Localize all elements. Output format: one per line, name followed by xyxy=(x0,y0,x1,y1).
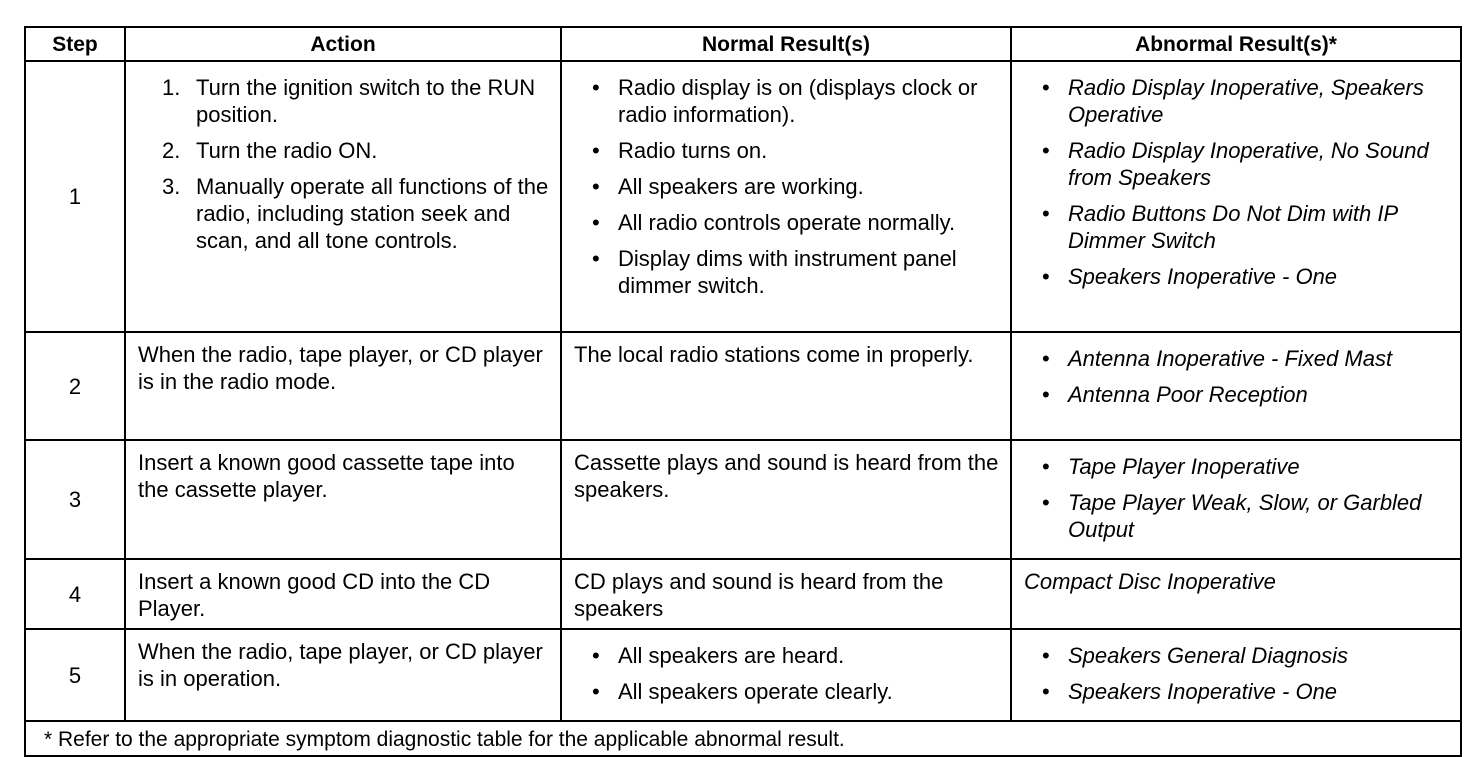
abnormal-results-list xyxy=(1024,74,1450,290)
table-row xyxy=(25,332,1461,440)
action-cell: When the radio, tape player, or CD player is in the radio mode. xyxy=(125,332,561,440)
list-item: • Radio Display Inoperative, No Sound from Speakers xyxy=(1042,138,1429,190)
table-row xyxy=(25,61,1461,332)
abnormal-results-list xyxy=(1024,642,1450,705)
list-item: • All speakers operate clearly. xyxy=(592,679,893,704)
list-item: • Speakers Inoperative - One xyxy=(1042,264,1338,289)
list-item: 3. Manually operate all functions of the radio, including station seek and scan, and all tone controls. xyxy=(162,174,549,253)
footnote-cell xyxy=(25,721,1461,756)
normal-result-cell xyxy=(561,61,1011,332)
list-item: 2. Turn the radio ON. xyxy=(162,138,378,163)
abnormal-result-cell xyxy=(1011,440,1461,559)
action-cell: Insert a known good CD into the CD Player. xyxy=(125,559,561,629)
header-abnormal-results: Abnormal Result(s)* xyxy=(1011,27,1461,61)
action-cell xyxy=(125,61,561,332)
abnormal-results-list xyxy=(1024,453,1450,543)
step-number: 3 xyxy=(25,440,125,559)
action-steps-list xyxy=(138,74,550,254)
normal-result-cell: The local radio stations come in properly. xyxy=(561,332,1011,440)
abnormal-result-cell xyxy=(1011,332,1461,440)
list-item: • All radio controls operate normally. xyxy=(592,210,956,235)
abnormal-result-cell xyxy=(1011,629,1461,721)
step-number: 1 xyxy=(25,61,125,332)
action-cell: When the radio, tape player, or CD player is in operation. xyxy=(125,629,561,721)
list-item: 1. Turn the ignition switch to the RUN position. xyxy=(162,75,536,127)
table-row xyxy=(25,440,1461,559)
list-item: • Speakers General Diagnosis xyxy=(1042,643,1349,668)
list-item: • Radio Display Inoperative, Speakers Operative xyxy=(1042,75,1424,127)
header-action: Action xyxy=(125,27,561,61)
step-number: 2 xyxy=(25,332,125,440)
list-item: • Radio turns on. xyxy=(592,138,768,163)
list-item: • Speakers Inoperative - One xyxy=(1042,679,1338,704)
normal-result-cell: CD plays and sound is heard from the speakers xyxy=(561,559,1011,629)
normal-results-list xyxy=(574,74,1000,299)
step-number: 4 xyxy=(25,559,125,629)
normal-results-list xyxy=(574,642,1000,705)
action-cell: Insert a known good cassette tape into the cassette player. xyxy=(125,440,561,559)
abnormal-results-list xyxy=(1024,345,1450,408)
header-row xyxy=(25,27,1461,61)
normal-result-cell xyxy=(561,629,1011,721)
normal-result-cell: Cassette plays and sound is heard from the speakers. xyxy=(561,440,1011,559)
abnormal-result-cell xyxy=(1011,61,1461,332)
abnormal-result-cell: Compact Disc Inoperative xyxy=(1011,559,1461,629)
step-number: 5 xyxy=(25,629,125,721)
list-item: • Antenna Inoperative - Fixed Mast xyxy=(1042,346,1393,371)
list-item: • Radio display is on (displays clock or radio information). xyxy=(592,75,978,127)
list-item: • Antenna Poor Reception xyxy=(1042,382,1308,407)
list-item: • All speakers are heard. xyxy=(592,643,845,668)
list-item: • Display dims with instrument panel dimmer switch. xyxy=(592,246,957,298)
table-row xyxy=(25,559,1461,629)
list-item: • Tape Player Weak, Slow, or Garbled Output xyxy=(1042,490,1422,542)
header-normal-results: Normal Result(s) xyxy=(561,27,1011,61)
table-row xyxy=(25,629,1461,721)
diagnostic-table xyxy=(24,26,1462,757)
list-item: • Tape Player Inoperative xyxy=(1042,454,1300,479)
header-step: Step xyxy=(25,27,125,61)
list-item: • Radio Buttons Do Not Dim with IP Dimmer Switch xyxy=(1042,201,1398,253)
footnote: * Refer to the appropriate symptom diagnostic table for the applicable abnormal result. xyxy=(44,728,845,751)
list-item: • All speakers are working. xyxy=(592,174,864,199)
footnote-row xyxy=(25,721,1461,756)
